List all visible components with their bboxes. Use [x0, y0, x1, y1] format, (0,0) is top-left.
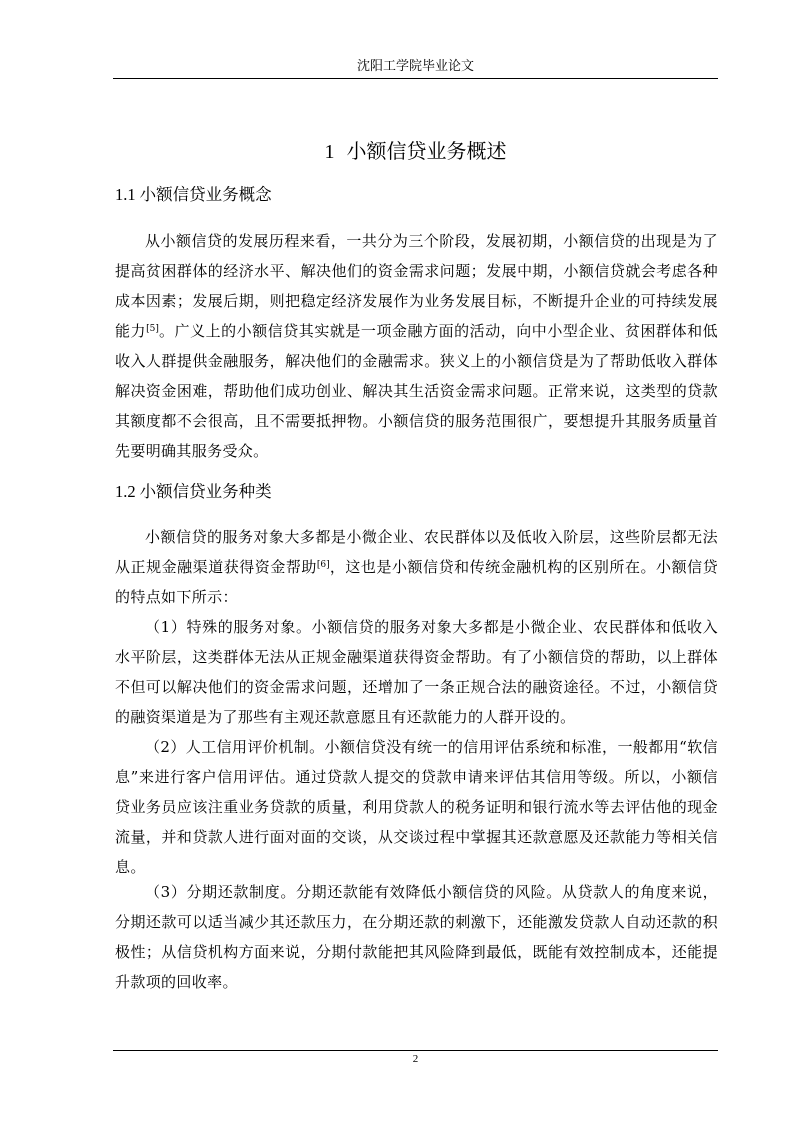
paragraph-text: 小额信贷的服务对象大多都是小微企业、农民群体以及低收入阶层，这些阶层都无法从正规金融渠道获得资金帮助 [115, 528, 718, 576]
footer-divider [113, 1050, 718, 1051]
body-paragraph [115, 522, 718, 612]
citation-marker: [5] [146, 324, 159, 334]
section-heading-1-2 [115, 480, 272, 504]
chapter-heading [113, 136, 718, 167]
chapter-title: 小额信贷业务概述 [346, 139, 507, 163]
paragraph-text: 。广义上的小额信贷其实就是一项金融方面的活动，向中小型企业、贫困群体和低收入人群提供金融服务，解决他们的金融需求。狭义上的小额信贷是为了帮助低收入群体解决资金困难，帮助他们成功创业、解决其生活资金需求问题。正常来说，这类型的贷款其额度都不会很高，且不需要抵押物。小额信贷的服务范围很广，要想提升其服务质量首先要明确其服务受众。 [115, 322, 719, 460]
section-number: 1.2 [115, 482, 136, 501]
paragraph-text: ，这也是小额信贷和传统金融机构的区别所在。小额信贷的特点如下所示： [115, 558, 718, 606]
body-paragraph-item-2: （2）人工信用评价机制。小额信贷没有统一的信用评估系统和标准，一般都用“软信息”来进行客户信用评估。通过贷款人提交的贷款申请来评估其信用等级。所以，小额信贷业务员应该注重业务贷款的质量，利用贷款人的税务证明和银行流水等去评估他的现金流量，并和贷款人进行面对面的交谈，从交谈过程中掌握其还款意愿及还款能力等相关信息。 [115, 738, 718, 876]
page-number: 2 [412, 1053, 419, 1065]
section-heading-1-1 [115, 183, 272, 207]
page-header-title: 沈阳工学院毕业论文 [356, 59, 474, 74]
section-title: 小额信贷业务概念 [139, 185, 272, 204]
section-number: 1.1 [115, 185, 136, 204]
header-divider [113, 78, 718, 79]
citation-marker: [6] [316, 560, 330, 570]
body-paragraph [115, 226, 718, 466]
body-paragraph-item-1: （1）特殊的服务对象。小额信贷的服务对象大多都是小微企业、农民群体和低收入水平阶层，这类群体无法从正规金融渠道获得资金帮助。有了小额信贷的帮助，以上群体不但可以解决他们的资金需求问题，还增加了一条正规合法的融资途径。不过，小额信贷的融资渠道是为了那些有主观还款意愿且有还款能力的人群开设的。 [115, 618, 718, 726]
paragraph-text: 从小额信贷的发展历程来看，一共分为三个阶段，发展初期，小额信贷的出现是为了提高贫困群体的经济水平、解决他们的资金需求问题；发展中期，小额信贷就会考虑各种成本因素；发展后期，则把稳定经济发展作为业务发展目标，不断提升企业的可持续发展能力 [115, 232, 718, 340]
section-title: 小额信贷业务种类 [139, 482, 272, 501]
body-paragraph-item-3: （3）分期还款制度。分期还款能有效降低小额信贷的风险。从贷款人的角度来说，分期还款可以适当减少其还款压力，在分期还款的刺激下，还能激发贷款人自动还款的积极性；从信贷机构方面来说，分期付款能把其风险降到最低，既能有效控制成本，还能提升款项的回收率。 [115, 883, 718, 991]
chapter-number: 1 [324, 141, 335, 163]
